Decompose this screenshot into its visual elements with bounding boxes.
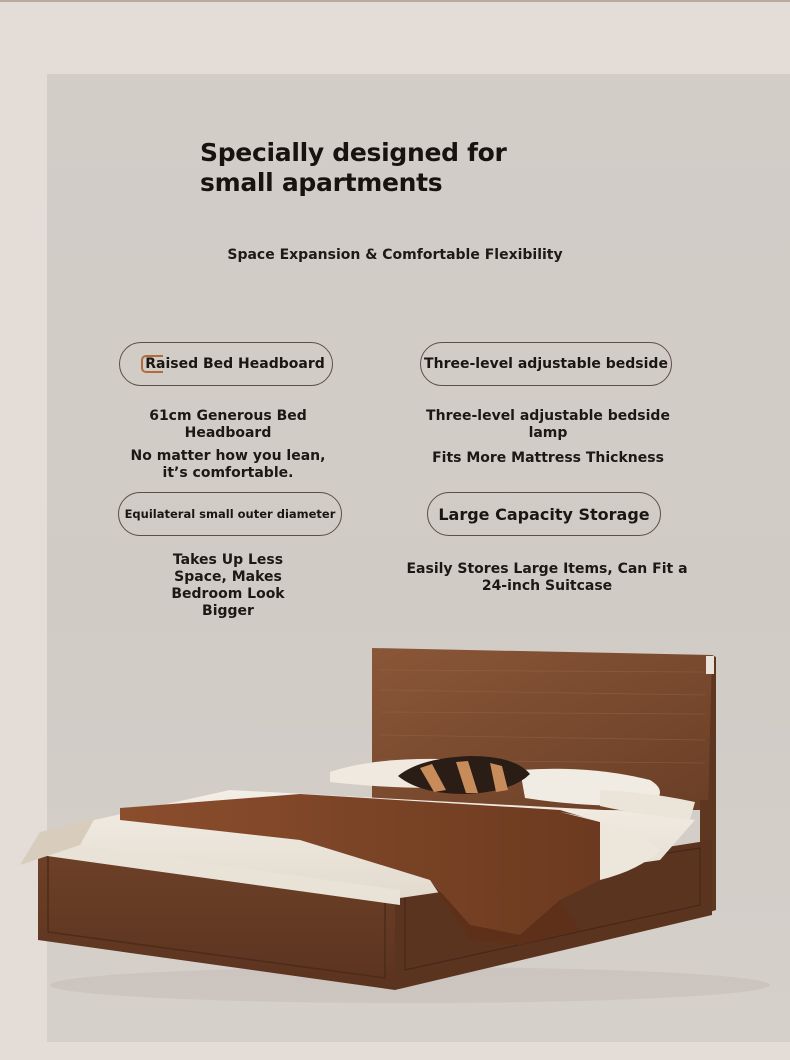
- feature-label: Three-level adjustable bedside: [424, 356, 668, 372]
- feature-pill-storage: [427, 492, 661, 536]
- feature-line: Takes Up Less Space, Makes Bedroom Look Bigger: [171, 552, 285, 619]
- headboard-icon: [141, 355, 163, 373]
- page-subtitle: Space Expansion & Comfortable Flexibility: [227, 247, 563, 263]
- feature-pill-raised-headboard: [119, 342, 333, 386]
- feature-description: [148, 552, 308, 620]
- feature-description: [398, 561, 696, 595]
- bed-illustration: [0, 620, 790, 1040]
- feature-description: [113, 408, 343, 482]
- feature-line: Fits More Mattress Thickness: [432, 450, 664, 466]
- feature-label: Large Capacity Storage: [438, 504, 650, 524]
- feature-line: Easily Stores Large Items, Can Fit a 24-inch Suitcase: [406, 561, 688, 594]
- feature-description: [410, 408, 686, 467]
- feature-pill-small-diameter: [118, 492, 342, 536]
- feature-line: Three-level adjustable bedside lamp: [426, 408, 670, 441]
- feature-label: Raised Bed Headboard: [145, 356, 325, 372]
- feature-line: 61cm Generous Bed Headboard: [149, 408, 307, 441]
- top-divider: [0, 0, 790, 2]
- feature-pill-adjustable-bedside: [420, 342, 672, 386]
- feature-label: Equilateral small outer diameter: [124, 507, 336, 521]
- page-title: Specially designed for small apartments: [200, 138, 507, 197]
- feature-line: No matter how you lean, it’s comfortable.: [130, 448, 326, 481]
